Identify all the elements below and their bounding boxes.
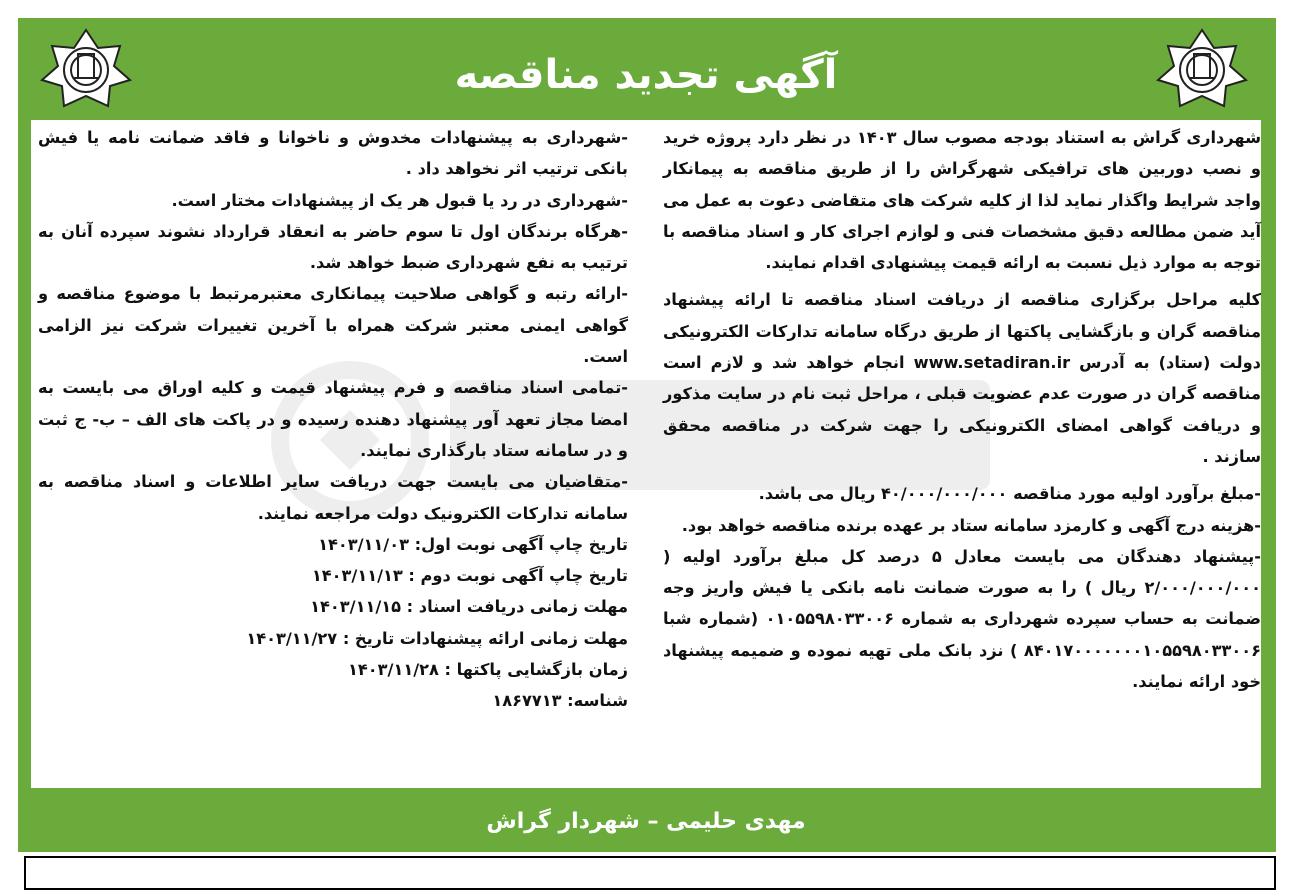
cost-line: -هزینه درج آگهی و کارمزد سامانه ستاد بر عهده برنده مناقصه خواهد بود. [681, 515, 1261, 535]
left-column [38, 122, 628, 782]
condition-item: -متقاضیان می بایست جهت دریافت سایر اطلاعات و اسناد مناقصه به سامانه تدارکات الکترونیک دولت مراجعه نمایند. [38, 472, 628, 523]
process-text-after: انجام خواهد شد و لازم است مناقصه گران در صورت عدم عضویت قبلی ، مراحل ثبت نام در سایت مذکور و دریافت گواهی امضای الکترونیکی را جهت شرکت در مناقصه محقق سازند . [663, 353, 1261, 466]
first-print-date: تاریخ چاپ آگهی نوبت اول: ۱۴۰۳/۱۱/۰۳ [318, 534, 628, 554]
condition-item: -شهرداری در رد یا قبول هر یک از پیشنهادات مختار است. [171, 190, 628, 210]
estimate-line: -مبلغ برآورد اولیه مورد مناقصه ۴۰/۰۰۰/۰۰۰/۰۰۰ ریال می باشد. [758, 484, 1261, 504]
process-paragraph [663, 284, 1261, 472]
bottom-border-box [24, 856, 1276, 890]
condition-item: -ارائه رتبه و گواهی صلاحیت پیمانکاری معتبرمرتبط با موضوع مناقصه و گواهی ایمنی معتبر شرکت همراه با آخرین تغییرات شرکت نیز الزامی است. [38, 284, 628, 367]
title-band [31, 30, 1261, 120]
documents-deadline: مهلت زمانی دریافت اسناد : ۱۴۰۳/۱۱/۱۵ [310, 597, 628, 617]
opening-date: زمان بازگشایی پاکتها : ۱۴۰۳/۱۱/۲۸ [348, 660, 628, 680]
municipality-emblem-icon [1150, 24, 1254, 112]
signature-footer: مهدی حلیمی – شهردار گراش [486, 808, 806, 834]
municipality-emblem-icon [34, 24, 138, 112]
ad-id: شناسه: ۱۸۶۷۷۱۳ [492, 691, 628, 711]
page-title: آگهی تجدید مناقصه [454, 52, 838, 98]
right-column [663, 122, 1261, 782]
second-print-date: تاریخ چاپ آگهی نوبت دوم : ۱۴۰۳/۱۱/۱۳ [311, 566, 628, 586]
intro-paragraph: شهرداری گراش به استناد بودجه مصوب سال ۱۴۰۳ در نظر دارد پروژه خرید و نصب دوربین های ترافیکی شهرگراش را از طریق مناقصه به پیمانکار واجد شرایط واگذار نماید لذا از کلیه شرکت های متقاضی دعوت به عمل می آید ضمن مطالعه دقیق مشخصات فنی و لوازم اجرای کار و اسناد مناقصه با توجه به موارد ذیل نسبت به ارائه قیمت پیشنهادی اقدام نمایند. [663, 128, 1262, 273]
condition-item: -تمامی اسناد مناقصه و فرم پیشنهاد قیمت و کلیه اوراق می بایست به امضا مجاز تعهد آور پیشنهاد دهنده رسیده و در پاکت های الف – ب- ج ثبت و در سامانه ستاد بارگذاری نمایند. [38, 378, 628, 460]
proposals-deadline: مهلت زمانی ارائه پیشنهادات تاریخ : ۱۴۰۳/۱۱/۲۷ [246, 628, 628, 648]
guarantee-paragraph: -پیشنهاد دهندگان می بایست معادل ۵ درصد کل مبلغ برآورد اولیه ( ۲/۰۰۰/۰۰۰/۰۰۰ ریال ) را به صورت ضمانت نامه بانکی یا فیش واریز وجه ضمانت به حساب سپرده شهرداری به شماره ۰۱۰۵۵۹۸۰۳۳۰۰۶ (شماره شبا ۸۴۰۱۷۰۰۰۰۰۰۰۱۰۵۵۹۸۰۳۳۰۰۶ ) نزد بانک ملی تهیه نموده و ضمیمه پیشنهاد خود ارائه نمایند. [663, 546, 1261, 692]
condition-item: -شهرداری به پیشنهادات مخدوش و ناخوانا و فاقد ضمانت نامه یا فیش بانکی ترتیب اثر نخواهد داد . [38, 128, 628, 179]
process-text-before: کلیه مراحل برگزاری مناقصه از دریافت اسناد مناقصه تا ارائه پیشنهاد مناقصه گران و بازگشایی پاکتها از طریق درگاه سامانه تدارکات الکترونیکی دولت (ستاد) به آدرس [663, 290, 1261, 373]
condition-item: -هرگاه برندگان اول تا سوم حاضر به انعقاد قرارداد نشوند سپرده آنان به ترتیب به نفع شهرداری ضبط خواهد شد. [38, 221, 628, 273]
setad-link[interactable]: www.setadiran.ir [913, 353, 1071, 373]
